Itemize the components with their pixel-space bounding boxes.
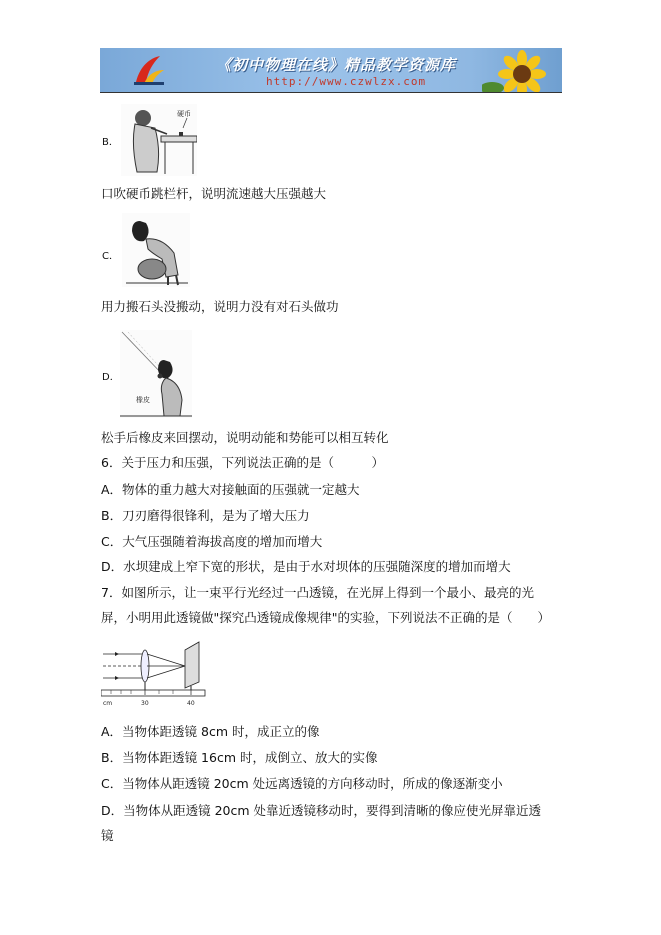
figure-b-label: 硬币 — [177, 110, 191, 118]
q7-option-b: B．当物体距透镜 16cm 时，成倒立、放大的实像 — [101, 750, 378, 765]
option-d-text: 松手后橡皮来回摆动，说明动能和势能可以相互转化 — [101, 430, 389, 445]
q6-option-c: C．大气压强随着海拔高度的增加而增大 — [101, 534, 323, 549]
q7-option-c: C．当物体从距透镜 20cm 处远离透镜的方向移动时，所成的像逐渐变小 — [101, 776, 503, 791]
q7-option-a: A．当物体距透镜 8cm 时，成正立的像 — [101, 724, 320, 739]
q7-option-d-line2: 镜 — [101, 828, 114, 843]
q7-option-d-line1: D．当物体从距透镜 20cm 处靠近透镜移动时，要得到清晰的像应使光屏靠近透 — [101, 803, 542, 818]
option-b-label: B． — [102, 137, 119, 148]
q7-stem-line1: 7．如图所示，让一束平行光经过一凸透镜，在光屏上得到一个最小、最亮的光 — [101, 585, 534, 600]
q6-stem: 6．关于压力和压强，下列说法正确的是（ ） — [101, 455, 384, 470]
option-b-text: 口吹硬币跳栏杆，说明流速越大压强越大 — [101, 186, 327, 201]
figure-unit-label: cm — [103, 700, 113, 707]
figure-coin-blowing — [121, 104, 197, 176]
header-banner — [100, 48, 562, 92]
figure-tick-40: 40 — [187, 700, 195, 707]
header-title: 《初中物理在线》精品教学资源库 — [216, 56, 457, 74]
option-d-label: D． — [102, 372, 120, 383]
option-c-label: C． — [102, 251, 119, 262]
option-c-text: 用力搬石头没搬动，说明力没有对石头做功 — [101, 299, 339, 314]
figure-lifting-stone — [122, 213, 190, 287]
q6-option-a: A．物体的重力越大对接触面的压强就一定越大 — [101, 482, 360, 497]
figure-tick-30: 30 — [141, 700, 149, 707]
figure-lens-optical-bench — [101, 640, 207, 708]
logo-icon — [130, 52, 166, 88]
figure-swinging-eraser — [120, 330, 192, 418]
q6-option-d: D．水坝建成上窄下宽的形状，是由于水对坝体的压强随深度的增加而增大 — [101, 559, 511, 574]
q7-stem-line2: 屏，小明用此透镜做"探究凸透镜成像规律"的实验，下列说法不正确的是（ ） — [101, 610, 551, 625]
q6-option-b: B．刀刃磨得很锋利，是为了增大压力 — [101, 508, 310, 523]
figure-d-label: 橡皮 — [136, 396, 150, 404]
header-url[interactable]: http://www.czwlzx.com — [266, 75, 427, 88]
header-rule — [100, 92, 562, 93]
sunflower-icon — [482, 50, 560, 92]
